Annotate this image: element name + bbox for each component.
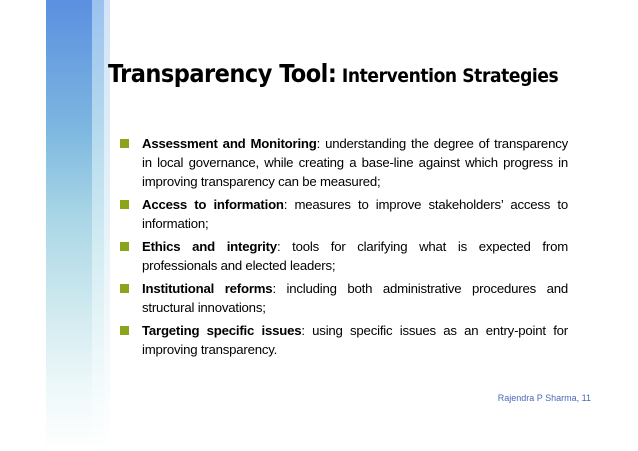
bullet-item [120, 279, 568, 317]
bullet-term: Institutional reforms [142, 281, 273, 296]
bullet-item [120, 134, 568, 191]
bullet-square-icon [120, 200, 129, 209]
decorative-stripe-thin [92, 0, 104, 451]
bullet-square-icon [120, 242, 129, 251]
bullet-text: : including both administrative procedures and structural innovations; [142, 281, 568, 315]
bullet-square-icon [120, 326, 129, 335]
bullet-text: : tools for clarifying what is expected from professionals and elected leaders; [142, 239, 568, 273]
title-sub: Intervention Strategies [336, 65, 559, 87]
bullet-square-icon [120, 284, 129, 293]
bullet-text: : measures to improve stakeholders’ access to information; [142, 197, 568, 231]
slide-title [108, 60, 628, 88]
bullet-term: Targeting specific issues [142, 323, 302, 338]
slide-footer: Rajendra P Sharma, 11 [497, 393, 591, 403]
title-main: Transparency Tool: [108, 59, 337, 88]
decorative-stripe [46, 0, 92, 451]
bullet-term: Assessment and Monitoring [142, 136, 317, 151]
bullet-text: : understanding the degree of transparency in local governance, while creating a base-line against which progress in improving transparency can be measured; [142, 136, 568, 189]
bullet-square-icon [120, 139, 129, 148]
bullet-item [120, 321, 568, 359]
bullet-term: Access to information [142, 197, 284, 212]
bullet-list [120, 134, 568, 363]
bullet-item [120, 195, 568, 233]
bullet-text: : using specific issues as an entry-point for improving transparency. [142, 323, 568, 357]
bullet-item [120, 237, 568, 275]
bullet-term: Ethics and integrity [142, 239, 277, 254]
